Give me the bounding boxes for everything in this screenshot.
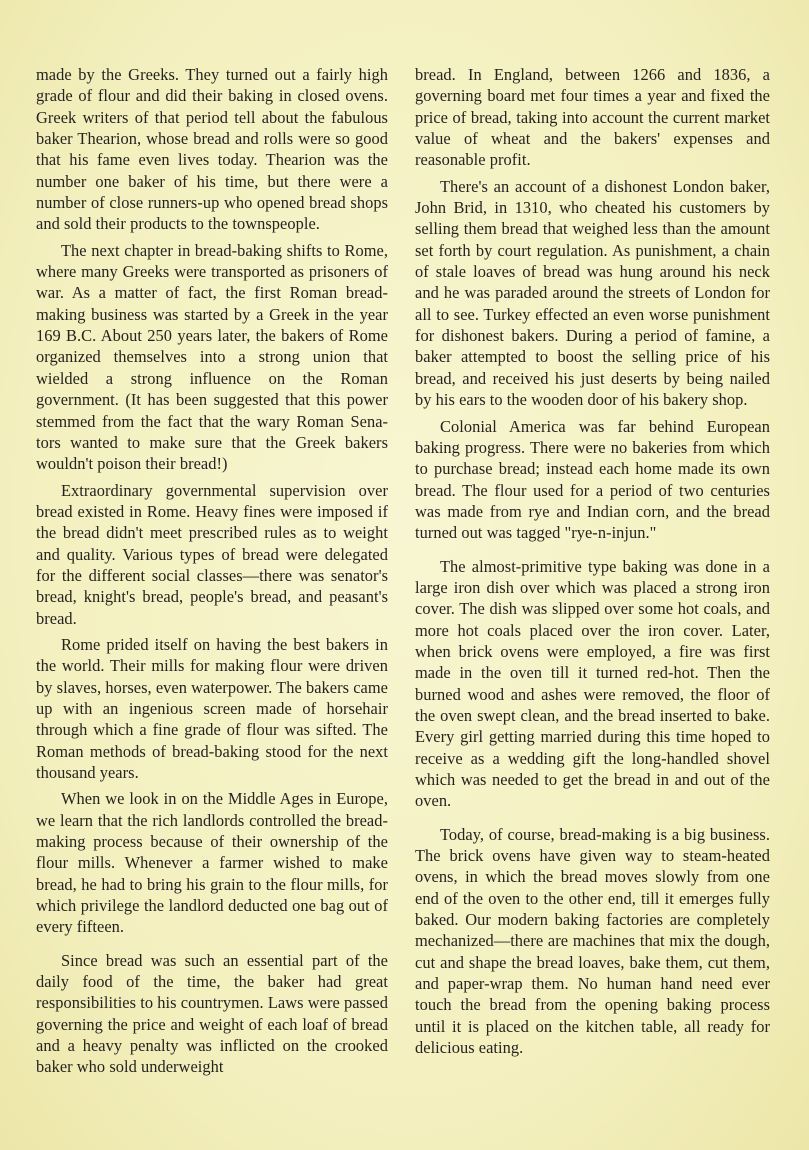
right-text-column — [415, 64, 770, 1063]
paragraph: There's an account of a dishonest London baker, John Brid, in 1310, who cheated his customers by selling them bread that weighed less than the amount set forth by court regulation. As punishment, a chain of stale loaves of bread was hung around his neck and he was paraded around the streets of London for all to see. Turkey effected an even worse punishment for dishonest bakers. During a period of famine, a baker attempted to boost the selling price of his bread, and received his just deserts by being nailed by his ears to the wooden door of his bakery shop. — [415, 176, 770, 410]
paragraph: Colonial America was far behind European baking progress. There were no bakeries from which to purchase bread; instead each home made its own bread. The flour used for a period of two centuries was made from rye and Indian corn, and the bread turned out was tagged "rye-n-injun." — [415, 416, 770, 543]
paragraph: The almost-primitive type baking was done in a large iron dish over which was placed a strong iron cover. The dish was slipped over some hot coals, and more hot coals placed over the iron cover. Later, when brick ovens were employed, a fire was first made in the oven till it turned red-hot. Then the burned wood and ashes were removed, the floor of the oven swept clean, and the bread inserted to bake. Every girl getting married during this time hoped to receive as a wedding gift the long-handled shovel which was needed to get the bread in and out of the oven. — [415, 556, 770, 811]
paragraph: Today, of course, bread-making is a big business. The brick ovens have given way to steam-heated ovens, in which the bread moves slowly from one end of the oven to the other end, till it emerges fully baked. Our modern baking factories are completely mechanized—there are machines that mix the dough, cut and shape the bread loaves, bake them, cut them, and paper-wrap them. No human hand need ever touch the bread from the opening baking process until it is placed on the kitchen table, all ready for delicious eating. — [415, 824, 770, 1058]
paragraph: The next chapter in bread-baking shifts to Rome, where many Greeks were transported as prisoners of war. As a matter of fact, the first Roman bread-making business was started by a Greek in the year 169 B.C. About 250 years later, the bakers of Rome organized themselves into a strong union that wielded a strong influence on the Roman government. (It has been suggested that this power stemmed from the fact that the wary Roman Senators wanted to make sure that the Greek bakers wouldn't poison their bread!) — [36, 240, 388, 474]
left-text-column — [36, 64, 388, 1083]
paragraph: Extraordinary governmental supervision over bread existed in Rome. Heavy fines were imposed if the bread didn't meet prescribed rules as to weight and quality. Various types of bread were delegated for the different social classes—there was senator's bread, knight's bread, people's bread, and peasant's bread. — [36, 480, 388, 628]
paragraph: When we look in on the Middle Ages in Europe, we learn that the rich landlords controlled the bread-making process because of their ownership of the flour mills. Whenever a farmer wished to make bread, he had to bring his grain to the flour mills, for which privilege the landlord deducted one bag out of every fifteen. — [36, 789, 388, 937]
paragraph: Since bread was such an essential part of the daily food of the time, the baker had great responsibilities to his countrymen. Laws were passed governing the price and weight of each loaf of bread and a heavy penalty was inflicted on the crooked baker who sold underweight — [36, 950, 388, 1077]
paragraph: bread. In England, between 1266 and 1836, a governing board met four times a year and fixed the price of bread, taking into account the current market value of wheat and the bakers' expenses and reasonable profit. — [415, 65, 770, 170]
paragraph: made by the Greeks. They turned out a fairly high grade of flour and did their baking in closed ovens. Greek writers of that period tell about the fabulous baker Thearion, whose bread and rolls were so good that his fame even lives today. Thearion was the number one baker of his time, but there were a number of close runners-up who opened bread shops and sold their products to the townspeople. — [36, 65, 388, 234]
paragraph: Rome prided itself on having the best bakers in the world. Their mills for making flour were driven by slaves, horses, even waterpower. The bakers came up with an ingenious screen made of horsehair through which a fine grade of flour was sifted. The Roman methods of bread-baking stood for the next thousand years. — [36, 634, 388, 782]
